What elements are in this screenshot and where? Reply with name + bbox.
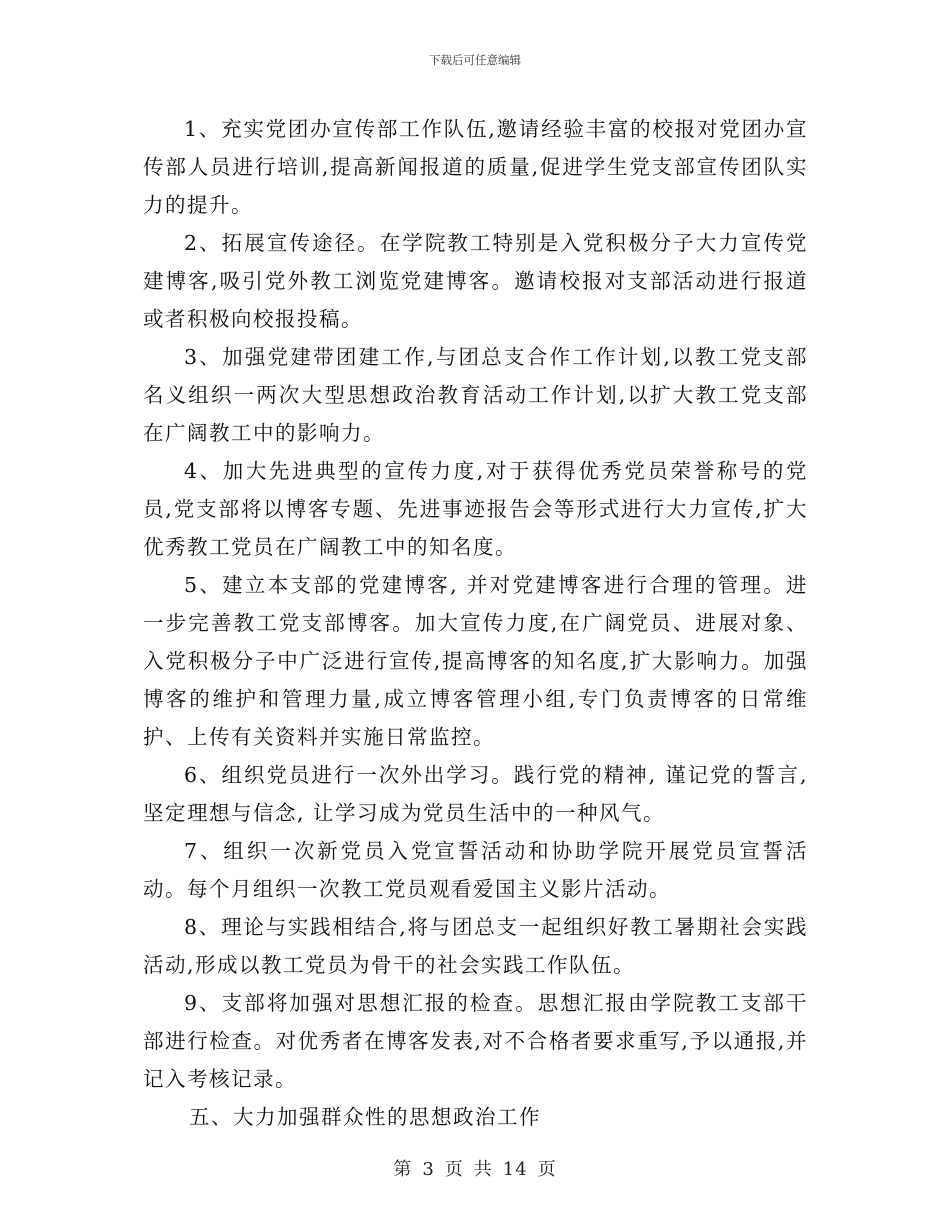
paragraph-8: 8、理论与实践相结合,将与团总支一起组织好教工暑期社会实践活动,形成以教工党员为骨干的社会实践工作队伍。: [143, 915, 808, 977]
section-heading: 五、大力加强群众性的思想政治工作: [189, 1105, 541, 1129]
paragraph-7: 7、组织一次新党员入党宣誓活动和协助学院开展党员宣誓活动。每个月组织一次教工党员观看爱国主义影片活动。: [143, 839, 808, 901]
footer-suffix: 页: [537, 1159, 557, 1180]
current-page-number: 3: [422, 1159, 435, 1180]
page-footer: [0, 1155, 950, 1181]
total-pages-number: 14: [502, 1159, 528, 1180]
paragraph-4: 4、加大先进典型的宣传力度,对于获得优秀党员荣誉称号的党员,党支部将以博客专题、先进事迹报告会等形式进行大力宣传,扩大优秀教工党员在广阔教工中的知名度。: [143, 459, 808, 559]
paragraph-9: 9、支部将加强对思想汇报的检查。思想汇报由学院教工支部干部进行检查。对优秀者在博客发表,对不合格者要求重写,予以通报,并记入考核记录。: [143, 991, 808, 1091]
footer-total-word: 共: [473, 1159, 493, 1180]
paragraph-5: 5、建立本支部的党建博客, 并对党建博客进行合理的管理。进一步完善教工党支部博客。加大宣传力度,在广阔党员、进展对象、入党积极分子中广泛进行宣传,提高博客的知名度,扩大影响力。加强博客的维护和管理力量,成立博客管理小组,专门负责博客的日常维护、上传有关资料并实施日常监控。: [143, 573, 808, 749]
footer-prefix: 第: [393, 1159, 413, 1180]
paragraph-6: 6、组织党员进行一次外出学习。践行党的精神, 谨记党的誓言,坚定理想与信念, 让学习成为党员生活中的一种风气。: [143, 763, 808, 825]
paragraph-3: 3、加强党建带团建工作,与团总支合作工作计划,以教工党支部名义组织一两次大型思想政治教育活动工作计划,以扩大教工党支部在广阔教工中的影响力。: [143, 345, 808, 445]
footer-page-word: 页: [444, 1159, 464, 1180]
document-body: [143, 110, 808, 1136]
paragraph-2: 2、拓展宣传途径。在学院教工特别是入党积极分子大力宣传党建博客,吸引党外教工浏览党建博客。邀请校报对支部活动进行报道或者积极向校报投稿。: [143, 231, 808, 331]
page-header: 下载后可任意编辑: [429, 53, 521, 67]
paragraph-1: 1、充实党团办宣传部工作队伍,邀请经验丰富的校报对党团办宣传部人员进行培训,提高新闻报道的质量,促进学生党支部宣传团队实力的提升。: [143, 117, 808, 217]
